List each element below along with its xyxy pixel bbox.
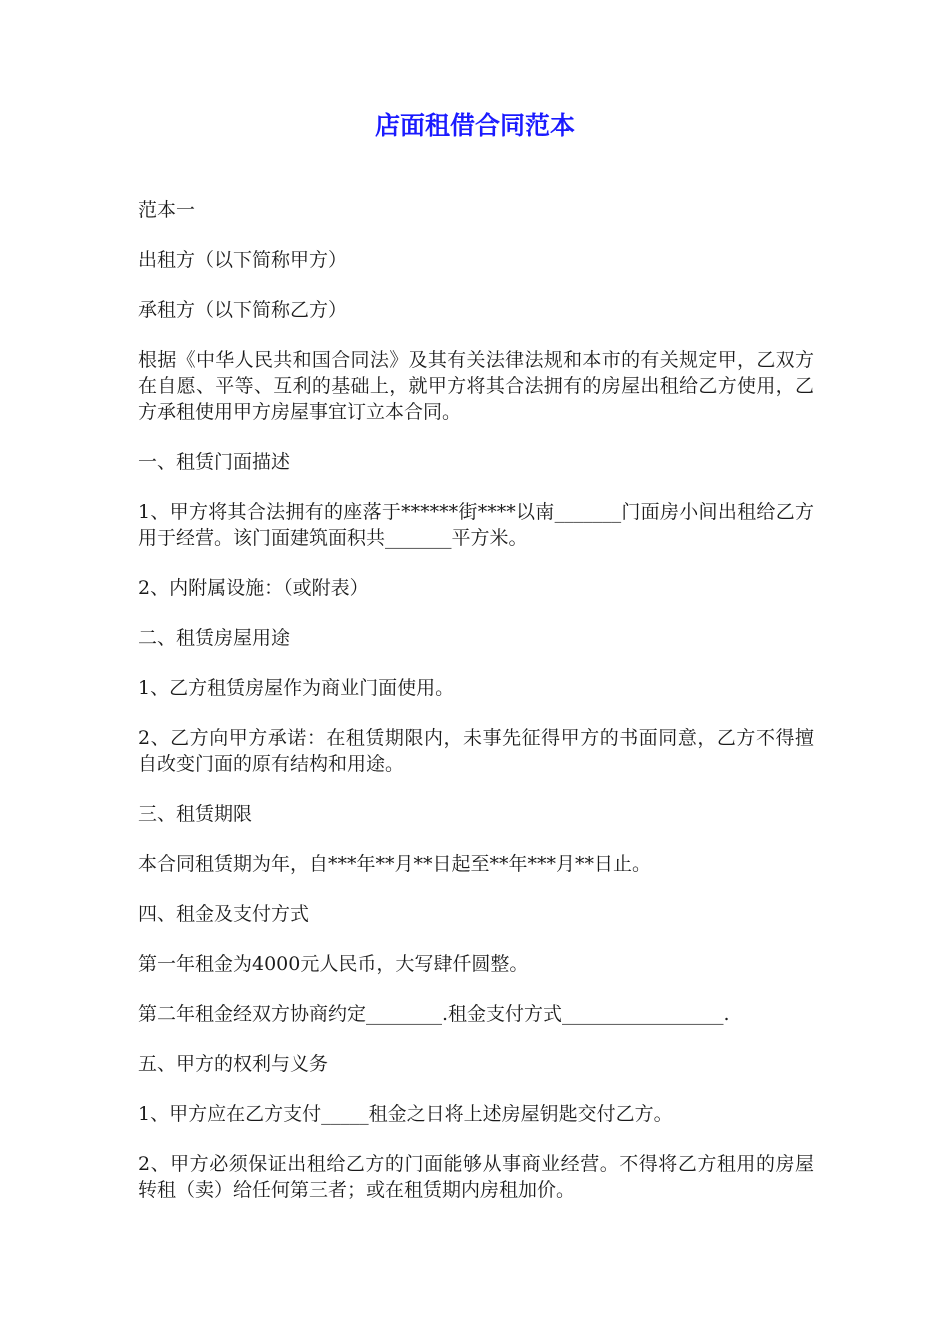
paragraph: 第一年租金为4000元人民币，大写肆仟圆整。: [138, 953, 529, 975]
section-heading: 四、租金及支付方式: [138, 903, 310, 925]
section-heading: 三、租赁期限: [138, 803, 253, 825]
paragraph: 1、乙方租赁房屋作为商业门面使用。: [138, 677, 455, 699]
paragraph: 范本一: [138, 199, 196, 221]
paragraph: 2、乙方向甲方承诺：在租赁期限内，未事先征得甲方的书面同意，乙方不得擅自改变门面的原有结构和用途。: [138, 727, 814, 775]
section-heading: 五、甲方的权利与义务: [138, 1053, 329, 1075]
paragraph: 1、甲方应在乙方支付_____租金之日将上述房屋钥匙交付乙方。: [138, 1103, 673, 1125]
section-heading: 二、租赁房屋用途: [138, 627, 291, 649]
paragraph: 出租方（以下简称甲方）: [138, 249, 348, 271]
paragraph: 根据《中华人民共和国合同法》及其有关法律法规和本市的有关规定甲，乙双方在自愿、平等、互利的基础上，就甲方将其合法拥有的房屋出租给乙方使用，乙方承租使用甲方房屋事宜订立本合同。: [138, 349, 814, 423]
paragraph: 2、甲方必须保证出租给乙方的门面能够从事商业经营。不得将乙方租用的房屋转租（卖）给任何第三者；或在租赁期内房租加价。: [138, 1153, 814, 1201]
paragraph: 1、甲方将其合法拥有的座落于******街****以南_______门面房小间出租给乙方用于经营。该门面建筑面积共_______平方米。: [138, 501, 814, 549]
paragraph: 本合同租赁期为年，自***年**月**日起至**年***月**日止。: [138, 853, 652, 875]
paragraph: 承租方（以下简称乙方）: [138, 299, 348, 321]
section-heading: 一、租赁门面描述: [138, 451, 291, 473]
document-title: 店面租借合同范本: [374, 111, 575, 140]
paragraph: 第二年租金经双方协商约定________.租金支付方式_________________.: [138, 1003, 730, 1025]
document-body: [138, 197, 814, 1227]
paragraph: 2、内附属设施：（或附表）: [138, 577, 369, 599]
